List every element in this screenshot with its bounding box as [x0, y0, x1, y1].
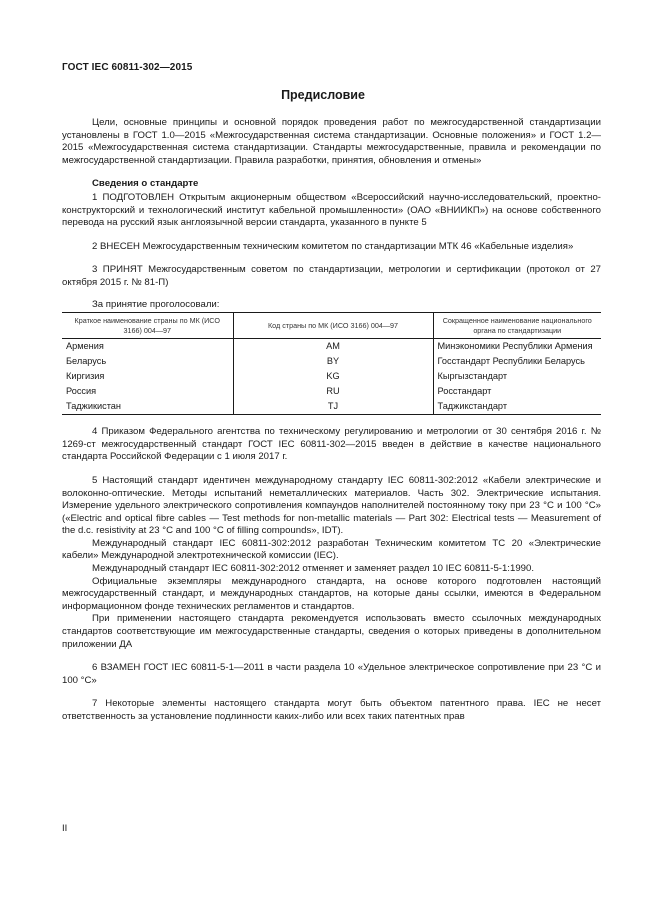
country-code-cell: AM [233, 339, 433, 355]
table-row [62, 384, 601, 399]
item-3-paragraph: 3 ПРИНЯТ Межгосударственным советом по стандартизации, метрологии и сертификации (протокол от 27 октября 2015 г. № 81-П) [62, 264, 601, 288]
country-code-cell: TJ [233, 399, 433, 415]
item-5-paragraph: 5 Настоящий стандарт идентичен международному стандарту IEC 60811-302:2012 «Кабели электрические и волоконно-оптические. Методы испытаний неметаллических материалов. Часть 302. Электрические испытания. Измерение удельного электрического сопротивления компаундов наполнителей постоянному току при 23 °С и 100 °С» («Electric and optical fibre cables — Test methods for non-metallic materials — Part 302: Electrical tests — Measurement of the d.c. resistivity at 23 °C and 100 °C of filling compounds», IDT). [62, 474, 601, 537]
column-header-body: Сокращенное наименование национального органа по стандартизации [433, 313, 601, 339]
country-cell: Армения [66, 341, 104, 352]
country-cell: Беларусь [66, 356, 107, 367]
item-5-application-paragraph: При применении настоящего стандарта рекомендуется использовать вместо ссылочных международных стандартов соответствующие им межгосударственные стандарты, сведения о которых приведены в дополнительном приложении ДА [62, 613, 601, 650]
country-code-cell: BY [233, 354, 433, 369]
table-row [62, 339, 601, 355]
preface-body [62, 117, 601, 724]
intro-paragraph: Цели, основные принципы и основной порядок проведения работ по межгосударственной стандартизации установлены в ГОСТ 1.0—2015 «Межгосударственная система стандартизации. Основные положения» и ГОСТ 1.2—2015 «Межгосударственная система стандартизации. Стандарты межгосударственные, правила и рекомендации по межгосударственной стандартизации. Правила разработки, принятия, обновления и отмены» [62, 117, 601, 166]
item-5-official-copies-paragraph: Официальные экземпляры международного стандарта, на основе которого подготовлен настоящий межгосударственный стандарт, и международных стандартов, на которые даны ссылки, имеются в Федеральном информационном фонде технических регламентов и стандартов. [62, 575, 601, 612]
table-row [62, 369, 601, 384]
item-5-replaces-paragraph: Международный стандарт IEC 60811-302:2012 отменяет и заменяет раздел 10 IEC 60811-5-1:1990. [92, 563, 534, 575]
country-cell: Россия [66, 386, 97, 397]
item-2-paragraph: 2 ВНЕСЕН Межгосударственным техническим комитетом по стандартизации МТК 46 «Кабельные изделия» [92, 240, 574, 252]
standards-body-cell: Госстандарт Республики Беларусь [433, 354, 601, 369]
table-row [62, 354, 601, 369]
standards-body-cell: Минэкономики Республики Армения [433, 339, 601, 355]
column-header-code: Код страны по МК (ИСО 3166) 004—97 [233, 313, 433, 339]
standards-body-cell: Росстандарт [433, 384, 601, 399]
vote-intro: За принятие проголосовали: [92, 298, 220, 310]
item-1-paragraph: 1 ПОДГОТОВЛЕН Открытым акционерным обществом «Всероссийский научно-исследовательский, проектно-конструкторский и технологический институт кабельной промышленности» (ОАО «ВНИИКП») на основе собственного перевода на русский язык англоязычной версии стандарта, указанного в пункте 5 [62, 191, 601, 229]
item-7-paragraph: 7 Некоторые элементы настоящего стандарта могут быть объектом патентного права. IEC не несет ответственность за установление подлинности каких-либо или всех таких патентных прав [62, 698, 601, 722]
item-6-paragraph: 6 ВЗАМЕН ГОСТ IEC 60811-5-1—2011 в части раздела 10 «Удельное электрическое сопротивление при 23 °С и 100 °С» [62, 662, 601, 686]
section-subheading: Сведения о стандарте [92, 178, 199, 190]
item-5-developer-paragraph: Международный стандарт IEC 60811-302:2012 разработан Техническим комитетом ТС 20 «Электрические кабели» Международной электротехнической комиссии (IEC). [62, 537, 601, 562]
country-code-cell: RU [233, 384, 433, 399]
page-number: II [62, 823, 68, 834]
table-row [62, 399, 601, 415]
voting-table [62, 312, 601, 415]
standards-body-cell: Кыргызстандарт [433, 369, 601, 384]
standards-body-cell: Таджикстандарт [433, 399, 601, 415]
item-4-paragraph: 4 Приказом Федерального агентства по техническому регулированию и метрологии от 30 сентября 2016 г. № 1269-ст межгосударственный стандарт ГОСТ IEC 60811-302—2015 введен в действие в качестве национального стандарта Российской Федерации с 1 июля 2017 г. [62, 426, 601, 463]
country-cell: Таджикистан [62, 399, 233, 415]
table-header-row [62, 313, 601, 339]
country-cell: Киргизия [66, 371, 105, 382]
column-header-country: Краткое наименование страны по МК (ИСО 3166) 004—97 [62, 313, 233, 339]
country-code-cell: KG [233, 369, 433, 384]
page-title: Предисловие [281, 88, 365, 102]
standard-code-header: ГОСТ IEC 60811-302—2015 [62, 62, 193, 73]
